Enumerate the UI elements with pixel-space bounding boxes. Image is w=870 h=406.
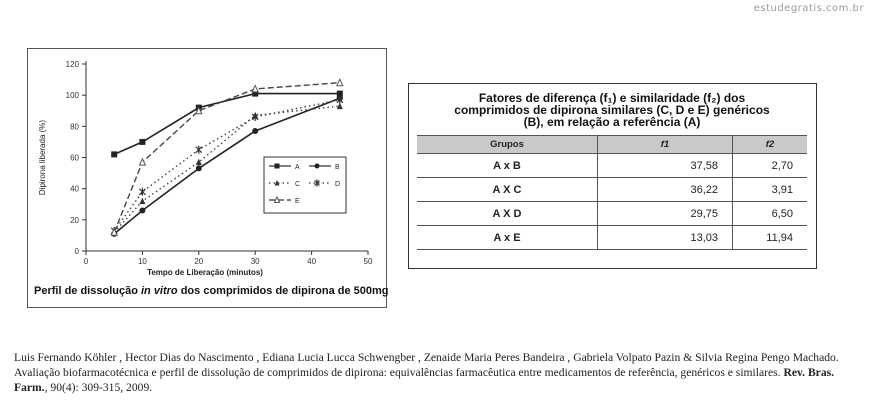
legend-marker-B xyxy=(315,164,320,169)
citation-journal: Rev. Bras. Farm. xyxy=(14,366,835,394)
y-tick-label: 0 xyxy=(74,247,79,256)
legend-label-B: B xyxy=(335,164,340,171)
y-tick-label: 80 xyxy=(70,122,79,132)
x-tick-label: 40 xyxy=(307,257,317,266)
citation xyxy=(14,350,844,395)
data-point-B xyxy=(252,128,258,134)
caption-italic: in vitro xyxy=(140,285,178,297)
y-tick-label: 20 xyxy=(70,215,79,225)
watermark: estudegratis.com.br xyxy=(753,3,864,14)
chart-caption xyxy=(34,285,389,297)
similarity-table xyxy=(417,135,807,250)
data-point-C xyxy=(139,198,145,205)
row-f2: 2,70 xyxy=(733,154,808,178)
legend-label-D: D xyxy=(335,181,341,188)
row-f2: 11,94 xyxy=(733,226,808,250)
table-header-row xyxy=(417,136,807,154)
data-point-B xyxy=(139,207,145,213)
table-row xyxy=(417,154,807,178)
dissolution-chart xyxy=(27,48,387,308)
x-tick-label: 50 xyxy=(363,257,373,266)
similarity-table-panel xyxy=(408,83,817,269)
row-group: A X C xyxy=(417,178,598,202)
row-f2: 3,91 xyxy=(733,178,808,202)
row-f1: 13,03 xyxy=(598,226,733,250)
row-group: A x E xyxy=(417,226,598,250)
citation-text: Luis Fernando Köhler , Hector Dias do Nascimento , Ediana Lucia Lucca Schwengber , Zenaide Maria Peres Bandeira , Gabriela Volpato Pazin & Silvia Regina Pengo Machado. Avaliação biofarmacotécnica e perfil de dissolução de comprimidos de dipirona: equivalências farmacêutica entre medicamentos de referência, genéricos e similares. xyxy=(14,351,839,379)
row-f1: 36,22 xyxy=(598,178,733,202)
legend-label-C: C xyxy=(295,181,301,188)
row-f1: 29,75 xyxy=(598,202,733,226)
row-f1: 37,58 xyxy=(598,154,733,178)
data-point-E xyxy=(252,85,258,92)
series-line-A xyxy=(114,94,340,155)
data-point-E xyxy=(337,79,343,86)
x-tick-label: 30 xyxy=(250,257,260,266)
x-tick-label: 0 xyxy=(83,257,89,266)
row-f2: 6,50 xyxy=(733,202,808,226)
y-tick-label: 100 xyxy=(65,91,79,101)
x-tick-label: 10 xyxy=(137,257,147,266)
data-point-A xyxy=(139,139,145,145)
x-axis-label: Tempo de Liberação (minutos) xyxy=(147,268,263,277)
citation-ref: , 90(4): 309-315, 2009. xyxy=(44,381,153,394)
header-f1: f1 xyxy=(598,136,733,154)
data-point-D xyxy=(196,146,202,154)
y-tick-label: 120 xyxy=(65,60,79,69)
y-axis-label: Dipirona liberada (%) xyxy=(38,119,47,196)
table-title-line-1: Fatores de diferença (f₁) e similaridade (f₂) dos xyxy=(478,91,746,105)
header-f2: f2 xyxy=(733,136,808,154)
caption-suffix: dos comprimidos de dipirona de 500mg xyxy=(177,285,389,297)
y-tick-label: 60 xyxy=(70,153,79,163)
legend-label-E: E xyxy=(295,198,300,205)
header-grupos: Grupos xyxy=(417,136,598,154)
row-group: A x B xyxy=(417,154,598,178)
table-row xyxy=(417,202,807,226)
legend-marker-A xyxy=(275,164,280,169)
chart-svg xyxy=(28,49,386,307)
data-point-D xyxy=(139,188,145,196)
data-point-B xyxy=(196,165,202,171)
x-tick-label: 20 xyxy=(194,257,204,266)
caption-prefix: Perfil de dissolução xyxy=(34,285,141,297)
row-group: A X D xyxy=(417,202,598,226)
data-point-A xyxy=(111,151,117,157)
table-title xyxy=(417,92,807,128)
table-title-line-2: comprimidos de dipirona similares (C, D e E) genéricos xyxy=(454,103,770,117)
data-point-E xyxy=(139,159,145,166)
legend-label-A: A xyxy=(295,164,300,171)
table-row xyxy=(417,226,807,250)
table-row xyxy=(417,178,807,202)
table-title-line-3: (B), em relação a referência (A) xyxy=(523,115,701,129)
y-tick-label: 40 xyxy=(70,184,79,194)
